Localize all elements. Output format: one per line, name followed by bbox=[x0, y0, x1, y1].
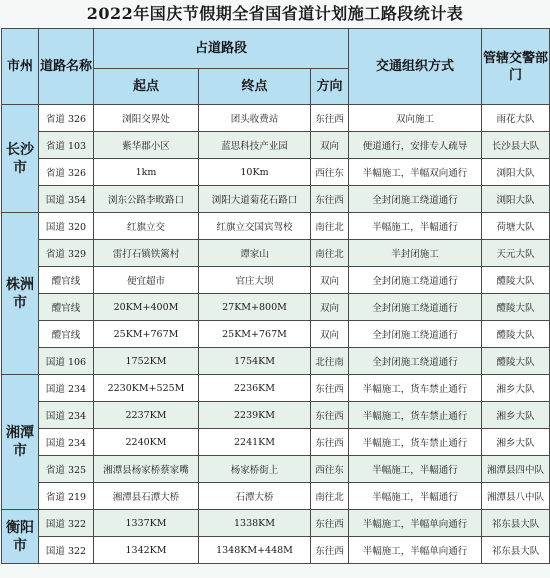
table-row bbox=[2, 159, 550, 186]
start-cell: 2237KM bbox=[94, 402, 199, 429]
direction-cell: 东往西 bbox=[311, 186, 349, 213]
table-row bbox=[2, 105, 550, 132]
header-direction: 方向 bbox=[311, 69, 349, 105]
end-cell: 官庄大坝 bbox=[199, 267, 311, 294]
unit-cell: 醴陵大队 bbox=[482, 294, 550, 321]
header-end: 终点 bbox=[199, 69, 311, 105]
unit-cell: 醴陵大队 bbox=[482, 348, 550, 375]
end-cell: 红旗立交国宾驾校 bbox=[199, 213, 311, 240]
table-row bbox=[2, 483, 550, 510]
end-cell: 1338KM bbox=[199, 510, 311, 537]
page-title: 2022年国庆节假期全省国省道计划施工路段统计表 bbox=[86, 4, 464, 23]
table-row bbox=[2, 132, 550, 159]
start-cell: 1337KM bbox=[94, 510, 199, 537]
table-row bbox=[2, 537, 550, 564]
direction-cell: 东往西 bbox=[311, 537, 349, 564]
table-row bbox=[2, 240, 550, 267]
start-cell: 2230KM+525M bbox=[94, 375, 199, 402]
start-cell: 湘潭县石潭大桥 bbox=[94, 483, 199, 510]
road-cell: 省道 219 bbox=[39, 483, 94, 510]
unit-cell: 湘潭县四中队 bbox=[482, 456, 550, 483]
traffic-cell: 半幅施工，货车禁止通行 bbox=[349, 402, 482, 429]
header-occupy: 占道路段 bbox=[94, 29, 349, 69]
table-row bbox=[2, 348, 550, 375]
road-cell: 省道 329 bbox=[39, 240, 94, 267]
traffic-cell: 半幅施工，半幅单向通行 bbox=[349, 510, 482, 537]
start-cell: 1km bbox=[94, 159, 199, 186]
end-cell: 1348KM+448M bbox=[199, 537, 311, 564]
traffic-cell: 半幅施工，货车禁止通行 bbox=[349, 375, 482, 402]
unit-cell: 浏阳大队 bbox=[482, 186, 550, 213]
direction-cell: 东往西 bbox=[311, 510, 349, 537]
traffic-cell: 便道通行，安排专人疏导 bbox=[349, 132, 482, 159]
table-row bbox=[2, 213, 550, 240]
road-cell: 醴官线 bbox=[39, 294, 94, 321]
table-row bbox=[2, 402, 550, 429]
traffic-cell: 双向施工 bbox=[349, 105, 482, 132]
traffic-cell: 半封闭施工 bbox=[349, 240, 482, 267]
direction-cell: 南往北 bbox=[311, 213, 349, 240]
unit-cell: 长沙县大队 bbox=[482, 132, 550, 159]
header-start: 起点 bbox=[94, 69, 199, 105]
end-cell: 1754KM bbox=[199, 348, 311, 375]
traffic-cell: 半幅施工，半幅双向通行 bbox=[349, 159, 482, 186]
end-cell: 谭家山 bbox=[199, 240, 311, 267]
table-row bbox=[2, 456, 550, 483]
city-cell: 衡阳市 bbox=[2, 510, 39, 564]
end-cell: 2239KM bbox=[199, 402, 311, 429]
road-cell: 省道 325 bbox=[39, 456, 94, 483]
unit-cell: 湘乡大队 bbox=[482, 429, 550, 456]
direction-cell: 双向 bbox=[311, 321, 349, 348]
end-cell: 杨家桥街上 bbox=[199, 456, 311, 483]
end-cell: 团头收费站 bbox=[199, 105, 311, 132]
road-cell: 国道 106 bbox=[39, 348, 94, 375]
construction-table bbox=[1, 28, 550, 564]
start-cell: 25KM+767M bbox=[94, 321, 199, 348]
unit-cell: 湘乡大队 bbox=[482, 402, 550, 429]
traffic-cell: 全封闭施工绕道通行 bbox=[349, 321, 482, 348]
table-row bbox=[2, 429, 550, 456]
traffic-cell: 全封闭施工绕道通行 bbox=[349, 267, 482, 294]
unit-cell: 祁东县大队 bbox=[482, 537, 550, 564]
traffic-cell: 半幅施工，半幅通行 bbox=[349, 213, 482, 240]
unit-cell: 天元大队 bbox=[482, 240, 550, 267]
city-cell: 湘潭市 bbox=[2, 375, 39, 510]
table-row bbox=[2, 375, 550, 402]
start-cell: 便宜超市 bbox=[94, 267, 199, 294]
direction-cell: 西往东 bbox=[311, 456, 349, 483]
start-cell: 2240KM bbox=[94, 429, 199, 456]
start-cell: 浏东公路李畋路口 bbox=[94, 186, 199, 213]
table-body bbox=[2, 105, 550, 564]
start-cell: 雷打石镇铁篱村 bbox=[94, 240, 199, 267]
road-cell: 国道 322 bbox=[39, 537, 94, 564]
start-cell: 红旗立交 bbox=[94, 213, 199, 240]
traffic-cell: 半幅施工，半幅单向通行 bbox=[349, 537, 482, 564]
traffic-cell: 全封闭施工绕道通行 bbox=[349, 294, 482, 321]
end-cell: 25KM+767M bbox=[199, 321, 311, 348]
start-cell: 1342KM bbox=[94, 537, 199, 564]
table-row bbox=[2, 321, 550, 348]
unit-cell: 醴陵大队 bbox=[482, 321, 550, 348]
header-traffic: 交通组织方式 bbox=[349, 29, 482, 105]
road-cell: 国道 234 bbox=[39, 429, 94, 456]
direction-cell: 东往西 bbox=[311, 105, 349, 132]
direction-cell: 双向 bbox=[311, 132, 349, 159]
road-cell: 省道 103 bbox=[39, 132, 94, 159]
direction-cell: 双向 bbox=[311, 294, 349, 321]
end-cell: 2241KM bbox=[199, 429, 311, 456]
table-row bbox=[2, 294, 550, 321]
end-cell: 2236KM bbox=[199, 375, 311, 402]
road-cell: 国道 234 bbox=[39, 402, 94, 429]
table-row bbox=[2, 510, 550, 537]
road-cell: 国道 320 bbox=[39, 213, 94, 240]
road-cell: 国道 354 bbox=[39, 186, 94, 213]
start-cell: 20KM+400M bbox=[94, 294, 199, 321]
start-cell: 1752KM bbox=[94, 348, 199, 375]
unit-cell: 湘潭县八中队 bbox=[482, 483, 550, 510]
road-cell: 省道 326 bbox=[39, 105, 94, 132]
direction-cell: 西往东 bbox=[311, 159, 349, 186]
city-cell: 长沙市 bbox=[2, 105, 39, 213]
direction-cell: 北往南 bbox=[311, 348, 349, 375]
start-cell: 湘潭县杨家桥蔡家嘴 bbox=[94, 456, 199, 483]
start-cell: 紫华郡小区 bbox=[94, 132, 199, 159]
direction-cell: 东往西 bbox=[311, 375, 349, 402]
road-cell: 省道 326 bbox=[39, 159, 94, 186]
city-cell: 株洲市 bbox=[2, 213, 39, 375]
road-cell: 醴官线 bbox=[39, 321, 94, 348]
traffic-cell: 全封闭施工绕道通行 bbox=[349, 186, 482, 213]
header-unit: 管辖交警部门 bbox=[482, 29, 550, 105]
direction-cell: 双向 bbox=[311, 267, 349, 294]
table-row bbox=[2, 186, 550, 213]
end-cell: 蓝思科技产业园 bbox=[199, 132, 311, 159]
table-row bbox=[2, 267, 550, 294]
traffic-cell: 全封闭施工绕道通行 bbox=[349, 348, 482, 375]
traffic-cell: 半幅施工，半幅通行 bbox=[349, 483, 482, 510]
unit-cell: 祁东县大队 bbox=[482, 510, 550, 537]
unit-cell: 浏阳大队 bbox=[482, 159, 550, 186]
start-cell: 浏阳交界处 bbox=[94, 105, 199, 132]
direction-cell: 南往北 bbox=[311, 240, 349, 267]
header-road: 道路名称 bbox=[39, 29, 94, 105]
traffic-cell: 半幅施工，半幅通行 bbox=[349, 456, 482, 483]
road-cell: 国道 234 bbox=[39, 375, 94, 402]
end-cell: 27KM+800M bbox=[199, 294, 311, 321]
table-header bbox=[2, 29, 550, 105]
direction-cell: 东往西 bbox=[311, 429, 349, 456]
unit-cell: 荷塘大队 bbox=[482, 213, 550, 240]
end-cell: 10Km bbox=[199, 159, 311, 186]
header-city: 市州 bbox=[2, 29, 39, 105]
end-cell: 浏阳大道菊花石路口 bbox=[199, 186, 311, 213]
end-cell: 石潭大桥 bbox=[199, 483, 311, 510]
direction-cell: 南往北 bbox=[311, 483, 349, 510]
unit-cell: 湘乡大队 bbox=[482, 375, 550, 402]
road-cell: 醴官线 bbox=[39, 267, 94, 294]
traffic-cell: 半幅施工，货车禁止通行 bbox=[349, 429, 482, 456]
unit-cell: 雨花大队 bbox=[482, 105, 550, 132]
unit-cell: 醴陵大队 bbox=[482, 267, 550, 294]
road-cell: 国道 322 bbox=[39, 510, 94, 537]
direction-cell: 东往西 bbox=[311, 402, 349, 429]
